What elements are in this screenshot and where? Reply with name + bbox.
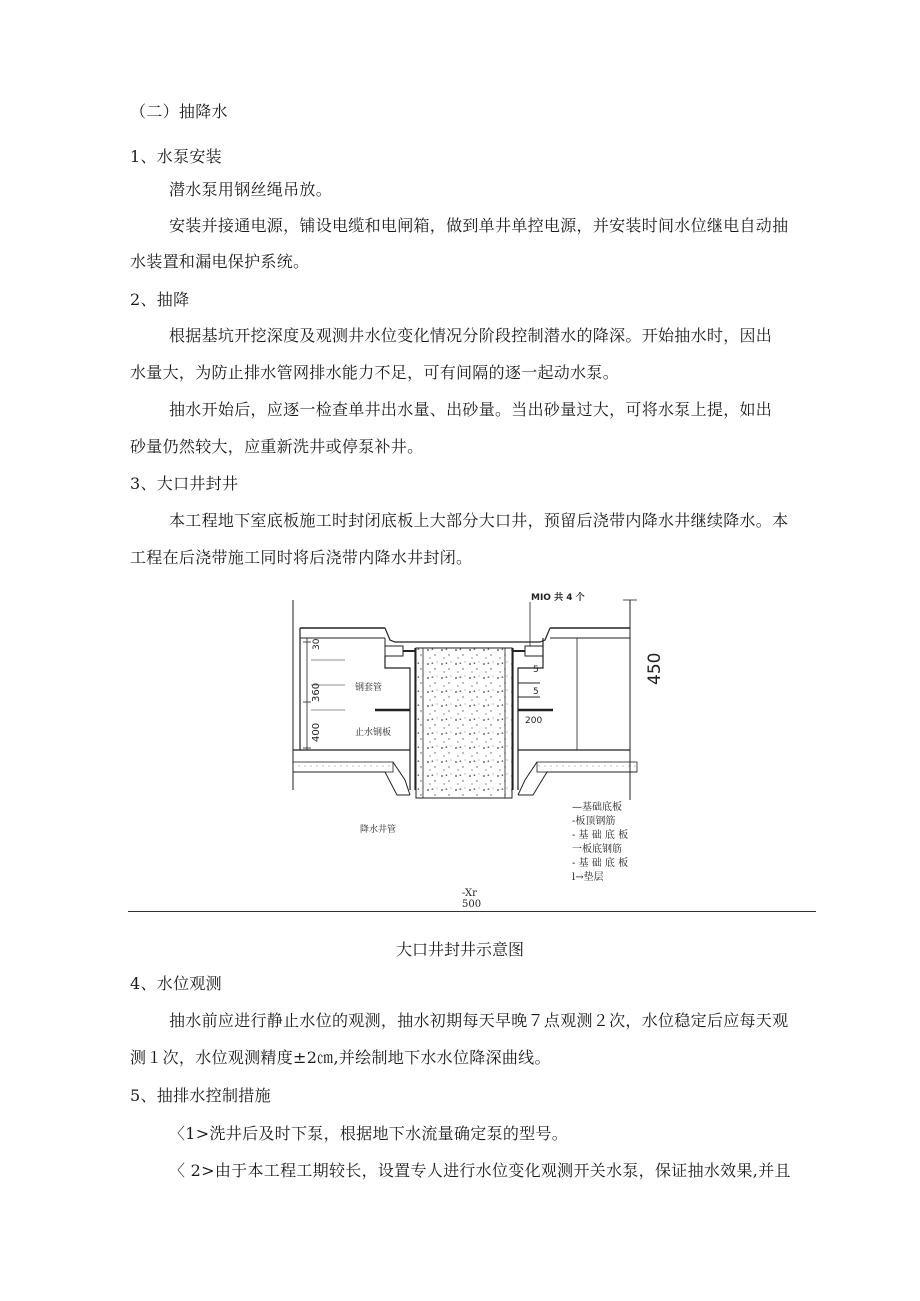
dim-30-label: 30 bbox=[312, 638, 322, 650]
legend-item: —基础底板 bbox=[572, 802, 622, 813]
diagram-drawing bbox=[285, 590, 685, 890]
scale-label-b: 500 bbox=[462, 899, 482, 910]
paragraph-line: 水装置和漏电保护系统。 bbox=[130, 252, 310, 271]
steel-tube-label: 钢套管 bbox=[355, 683, 383, 693]
bolt-note-label: MIO 共 4 个 bbox=[531, 593, 585, 603]
paragraph-line: 水量大，为防止排水管网排水能力不足，可有间隔的逐一起动水泵。 bbox=[130, 363, 620, 382]
dim-200-label: 200 bbox=[525, 716, 543, 726]
figure-rule bbox=[128, 911, 816, 912]
heading-water-level: 4、水位观测 bbox=[130, 974, 222, 993]
dim-360-label: 360 bbox=[311, 682, 322, 702]
legend-item: 一板底钢筋 bbox=[572, 844, 622, 855]
dim-5a-label: 5 bbox=[533, 665, 539, 675]
legend-item: - 基 础 底 板 bbox=[572, 830, 629, 841]
paragraph-line: 工程在后浇带施工同时将后浇带内降水井封闭。 bbox=[130, 548, 473, 567]
legend-item: -板顶钢筋 bbox=[572, 816, 616, 827]
legend-item: l→垫层 bbox=[572, 872, 604, 883]
well-sealing-diagram bbox=[285, 590, 685, 890]
paragraph-line: 〈 2>由于本工程工期较长，设置专人进行水位变化观测开关水泵，保证抽水效果,并且 bbox=[169, 1161, 791, 1180]
paragraph-line: 〈1>洗井后及时下泵，根据地下水流量确定泵的型号。 bbox=[169, 1124, 569, 1143]
paragraph-line: 潜水泵用钢丝绳吊放。 bbox=[169, 180, 333, 199]
dim-450-label: 450 bbox=[645, 652, 665, 685]
paragraph-line: 测１次，水位观测精度±2㎝,并绘制地下水水位降深曲线。 bbox=[130, 1048, 551, 1067]
paragraph-line: 本工程地下室底板施工时封闭底板上大部分大口井，预留后浇带内降水井继续降水。本 bbox=[169, 511, 789, 530]
section-title: （二）抽降水 bbox=[130, 102, 228, 121]
heading-pump-install: 1、水泵安装 bbox=[130, 147, 222, 166]
paragraph-line: 根据基坑开挖深度及观测井水位变化情况分阶段控制潜水的降深。开始抽水时，因出 bbox=[169, 326, 773, 345]
figure-caption: 大口井封井示意图 bbox=[395, 940, 524, 959]
dim-400-label: 400 bbox=[311, 722, 322, 742]
paragraph-line: 抽水开始后，应逐一检查单井出水量、出砂量。当出砂量过大，可将水泵上提，如出 bbox=[169, 400, 773, 419]
heading-dewatering: 2、抽降 bbox=[130, 290, 190, 309]
stop-water-plate-label: 止水钢板 bbox=[355, 728, 392, 738]
heading-drainage-control: 5、抽排水控制措施 bbox=[130, 1086, 271, 1105]
pipe-label: 降水井管 bbox=[360, 825, 397, 835]
paragraph-line: 安装并接通电源，铺设电缆和电闸箱，做到单井单控电源，并安装时间水位继电自动抽 bbox=[169, 216, 789, 235]
legend-item: - 基 础 底 板 bbox=[572, 858, 629, 869]
paragraph-line: 抽水前应进行静止水位的观测，抽水初期每天早晚７点观测２次，水位稳定后应每天观 bbox=[169, 1011, 789, 1030]
heading-well-sealing: 3、大口井封井 bbox=[130, 474, 239, 493]
scale-label-a: -Xr bbox=[462, 888, 477, 899]
dim-5b-label: 5 bbox=[533, 687, 539, 697]
paragraph-line: 砂量仍然较大，应重新洗井或停泵补井。 bbox=[130, 437, 424, 456]
